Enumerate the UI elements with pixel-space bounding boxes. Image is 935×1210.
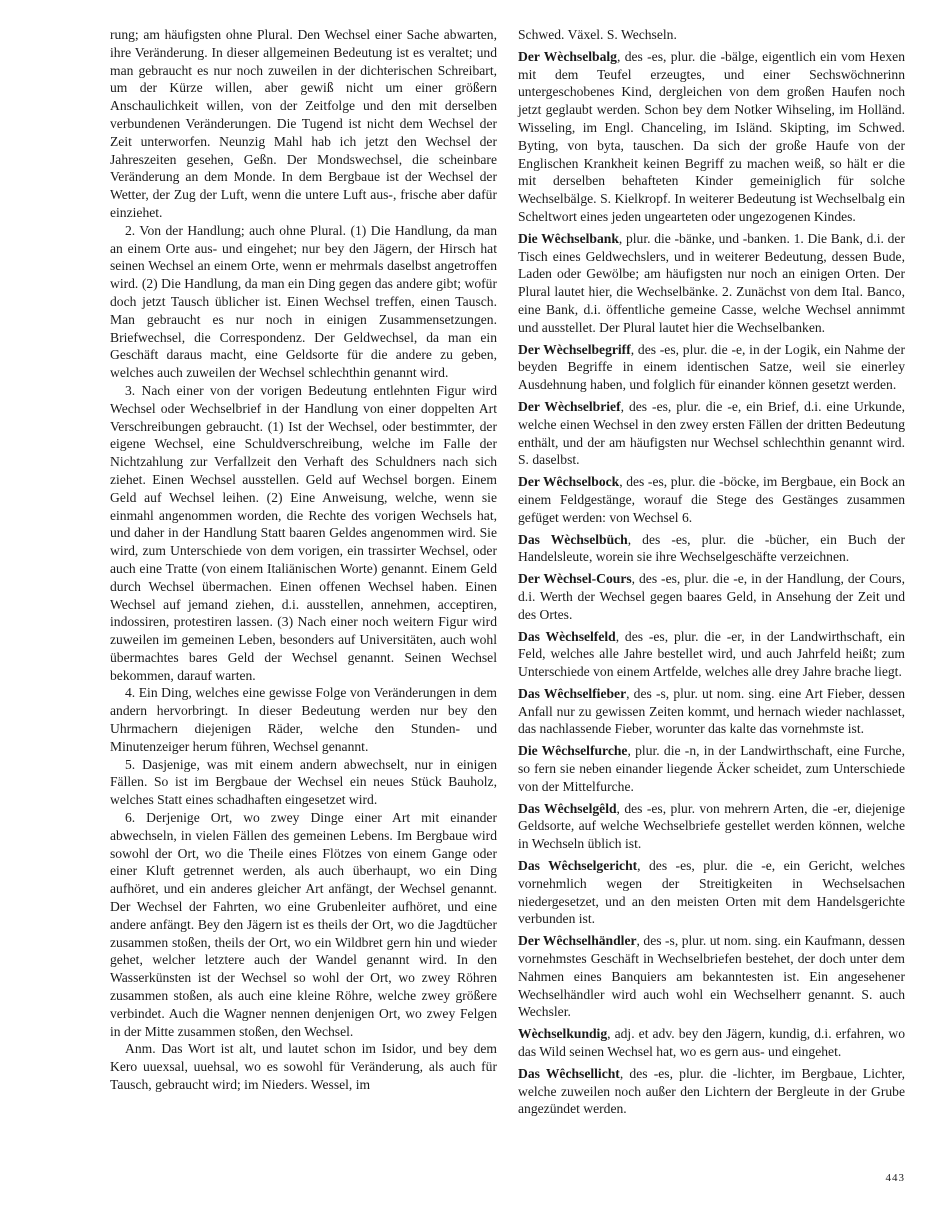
dictionary-entry [518, 685, 905, 738]
entry-headword: Der Wèchselbrief [518, 398, 621, 414]
entry-text: , des -es, plur. die -e, in der Handlung, der Cours, d.i. Werth der Wechsel gegen baares Geld, in Ansehung der Zeit und des Ortes. [518, 571, 905, 622]
entry-text: , des -s, plur. ut nom. sing. ein Kaufmann, dessen vornehmstes Geschäft in Wechselbriefen bestehet, der doch unter dem Nahmen eines Banquiers am bekanntesten ist. Ein angesehener Wechselhändler wird auch wohl ein Wechselherr genannt. S. auch Wechsler. [518, 933, 906, 1020]
dictionary-entry [518, 473, 905, 526]
paragraph: 5. Dasjenige, was mit einem andern abwechselt, nur in einigen Fällen. So ist im Bergbaue der Wechsel ein neues Stück Bauholz, welches Statt eines schadhaften eingesetzet wird. [110, 756, 497, 808]
entry-headword: Wèchselkundig [518, 1026, 608, 1042]
left-column [110, 26, 497, 1094]
dictionary-entry [518, 1025, 905, 1061]
entry-headword: Das Wêchselgericht [518, 858, 638, 874]
paragraph: 2. Von der Handlung; auch ohne Plural. (1) Die Handlung, da man an einem Orte aus- und eingehet; nur bey den Jägern, der Hirsch hat seinen Wechsel an einem Orte, wenn er mehrmals daselbst angetroffen wird. (2) Die Handlung, da man ein Ding gegen das andere gibt; wofür doch jetzt Tausch üblicher ist. Einen Wechsel treffen, einen Tausch. Man gebraucht es nur noch in einigen Zusammensetzungen. Briefwechsel, die Correspondenz. Der Geldwechsel, da man ein Geschäft daraus macht, eine Geldsorte für die andere zu geben, welches auch zuweilen der Wechsel schlechthin genannt wird. [110, 222, 497, 381]
entry-text: , des -es, plur. die -bälge, eigentlich ein vom Hexen mit dem Teufel erzeugtes, und einer Sechswöchnerinn untergeschobenes Kind, dergleichen von dem großen Haufen noch jetzt geglaubt werden. Schon bey dem Notker Wihseling, im Holländ. Wisseling, im Engl. Chanceling, im Isländ. Skipting, im Schwed. Byting, von byta, tauschen. Da sich der große Haufe von der Englischen Krankheit keinen Begriff zu machen weiß, so hält er die mit derselben behafteten Kinder gemeiniglich für solche Wechselbälge. S. Kielkropf. In weiterer Bedeutung ist Wechselbalg ein Scheltwort eines jeden ungearteten oder ungezogenen Kindes. [518, 48, 905, 224]
entry-text: , des -es, plur. die -e, ein Gericht, welches vornehmlich wegen der Streitigkeiten in Wechselsachen niedergesetzet, und an den meisten Orten mit dem Handelsgerichte verbunden ist. [518, 858, 905, 927]
entry-text: , des -es, plur. die -er, in der Landwirthschaft, ein Feld, welches alle Jahre bestellet wird, und auch Jahrfeld heißt; zum Unterschiede von einem Artfelde, welches alle drey Jahre brache liegt. [518, 628, 905, 680]
entry-headword: Der Wèchsel-Cours [518, 571, 632, 587]
entry-text: , des -es, plur. die -e, ein Brief, d.i. eine Urkunde, welche einen Wechsel in den zwey ersten Fällen der dritten Bedeutung enthält, und der am häufigsten nur Wechsel schlechthin genannt wird. S. daselbst. [518, 398, 905, 468]
entry-text: , des -es, plur. die -böcke, im Bergbaue, ein Bock an einem Feldgestänge, worauf die Stege des Gestänges zusammen gefüget werden: von Wechsel 6. [518, 474, 905, 525]
entry-headword: Das Wèchselfeld [518, 628, 616, 644]
entry-headword: Die Wêchselbank [518, 230, 619, 246]
entry-text: , des -s, plur. ut nom. sing. eine Art Fieber, dessen Anfall nur zu gewissen Zeiten kommt, und hernach wieder nachlasset, das nachlassende Fieber, worunter das kalte das vornehmste ist. [518, 685, 906, 737]
dictionary-entry [518, 800, 905, 853]
entry-text: , adj. et adv. bey den Jägern, kundig, d.i. erfahren, wo das Wild seinen Wechsel hat, wo es gern aus- und eingehet. [518, 1026, 905, 1060]
paragraph: 4. Ein Ding, welches eine gewisse Folge von Veränderungen in dem andern hervorbringt. In dieser Bedeutung werden nur bey den Uhrmachern diejenigen Räder, welche den Stunden- und Minutenzeiger herum führen, Wechsel genannt. [110, 685, 497, 754]
dictionary-entry [518, 48, 905, 226]
paragraph: 3. Nach einer von der vorigen Bedeutung entlehnten Figur wird Wechsel oder Wechselbrief in der Handlung von einer doppelten Art Verschreibungen gebraucht. (1) Ist der Wechsel, oder bestimmter, der eigene Wechsel, eine Schuldverschreibung, welche im Falle der Nichtzahlung zur Verfallzeit den Verhaft des Schuldners nach sich ziehet. Einen Wechsel ausstellen. Geld auf Wechsel borgen. Einem Geld auf Wechsel leihen. (2) Eine Anweisung, welche, wenn sie einmahl angenommen worden, die Rechte des vorigen Wechsels hat, und daher in der Handlung Statt baaren Geldes angenommen wird. Sie wird, zum Unterschiede von dem vorigen, ein trassirter Wechsel, oder auch eine Tratte (von einem Italiänischen Worte) genannt. Einem Geld durch Wechsel übermachen. Einen offenen Wechsel haben. Einen Wechsel auf jemand ziehen, d.i. ausstellen, annehmen, acceptiren, indossiren, protestiren lassen. (3) Nach einer noch weitern Figur wird zuweilen im gemeinen Leben, besonders auf Universitäten, auch wohl übermachtes bares Geld der Wechsel genannt. Seinen Wechsel bekommen, darauf warten. [110, 382, 497, 683]
entry-headword: Die Wêchselfurche [518, 743, 628, 759]
dictionary-entry [518, 1065, 905, 1118]
entry-intro: Schwed. Växel. S. Wechseln. [518, 27, 677, 42]
dictionary-entry [518, 531, 905, 567]
dictionary-entry [518, 341, 905, 394]
entry-text: , des -es, plur. die -bücher, ein Buch der Handelsleute, worein sie ihre Wechselgeschäfte verzeichnen. [518, 531, 905, 565]
dictionary-entry [518, 230, 905, 337]
entry-text: , des -es, plur. die -lichter, im Bergbaue, Lichter, welche zuweilen noch außer den Lichtern der Bergleute in der Grube angezündet werden. [518, 1065, 905, 1117]
dictionary-entry [518, 857, 905, 928]
page-number: 443 [885, 1172, 905, 1184]
dictionary-entry [518, 628, 905, 681]
entry-headword: Das Wêchsellicht [518, 1065, 620, 1081]
entry-text: , des -es, plur. die -e, in der Logik, ein Nahme der beyden Begriffe in einem identischen Satze, weil sie einerley Ausdehnung haben, und folglich für einander können gesetzt werden. [518, 341, 905, 393]
entry-text: , plur. die -n, in der Landwirthschaft, eine Furche, so fern sie neben einander liegende Äcker scheidet, zum Unterschiede von der Mittelfurche. [518, 743, 905, 794]
right-column [518, 26, 905, 1118]
dictionary-entry [518, 742, 905, 795]
entry-headword: Der Wèchselbalg [518, 48, 617, 64]
paragraph: rung; am häufigsten ohne Plural. Den Wechsel einer Sache abwarten, ihre Veränderung. In dieser allgemeinen Bedeutung ist es veraltet; und man gebraucht es nur noch zuweilen in der dichterischen Schreibart, um der Kürze willen, aber gewiß nicht um einer größern Anschaulichkeit willen, von der Zeitfolge und den mit derselben verbundenen Veränderungen. Die Tugend ist nicht dem Wechsel der Zeit unterworfen. Neunzig Mahl hab ich jetzt den Wechsel der Jahreszeiten gesehen, Geßn. Der Mondswechsel, die scheinbare Veränderung an dem Monde. In dem Bergbaue ist der Wechsel der Wetter, der Zug der Luft, wenn die untere Luft aus-, frische aber dafür einziehet. [110, 27, 497, 220]
entry-headword: Der Wêchselbock [518, 474, 620, 490]
dictionary-entry [518, 932, 905, 1021]
entry-headword: Der Wèchselbegriff [518, 341, 631, 357]
entry-headword: Der Wêchselhändler [518, 933, 637, 949]
entry-text: , des -es, plur. von mehrern Arten, die -er, diejenige Geldsorte, auf welche Wechselbriefe gestellet werden können, welche in Wechseln üblich ist. [518, 800, 905, 852]
dictionary-entry [518, 570, 905, 623]
entry-headword: Das Wèchselbüch [518, 531, 628, 547]
dictionary-entry [518, 398, 905, 469]
entry-headword: Das Wêchselgêld [518, 800, 617, 816]
entry-headword: Das Wêchselfieber [518, 685, 627, 701]
paragraph: 6. Derjenige Ort, wo zwey Dinge einer Art mit einander abwechseln, in vielen Fällen des gemeinen Lebens. Im Bergbaue wird sowohl der Ort, wo die Theile eines Flötzes von einem Gange oder einer Kluft getrennet werden, als auch überhaupt, wo ein Ding aufhöret, und ein anderes gleicher Art anfängt, der Wechsel genannt. Der Wechsel der Fahrten, wo eine Grubenleiter aufhöret, und eine andere anfängt. Bey den Jägern ist es theils der Ort, wo die Jagdtücher zusammen stoßen, theils der Ort, wo ein Wildbret gern hin und wieder gehet, welcher letztere auch der Wandel genannt wird. In den Wasserkünsten ist der Wechsel so wohl der Ort, wo zwey Röhren zusammen stoßen, als auch eine kleine Röhre, welche zwey größere verbindet. Auch die Wagner nennen denjenigen Ort, wo zwey Felgen in der Mitte zusammen stoßen, den Wechsel. [110, 810, 497, 1039]
entry-text: , plur. die -bänke, und -banken. 1. Die Bank, d.i. der Tisch eines Geldwechslers, und in weiterer Bedeutung, dessen Bude, Laden oder Gewölbe; am häufigsten nur noch an einigen Orten. Der Plural lautet hier, die Wechselbänke. 2. Zunächst von dem Ital. Banco, eine Bank, d.i. öffentliche gemeine Casse, welche Wechsel annimmt und ausstellet. Der Plural lautet hier die Wechselbanken. [518, 230, 905, 335]
paragraph: Anm. Das Wort ist alt, und lautet schon im Isidor, und bey dem Kero uuexsal, uuehsal, wo es sowohl für Veränderung, als auch für Tausch, gebraucht wird; im Nieders. Wessel, im [110, 1041, 497, 1093]
